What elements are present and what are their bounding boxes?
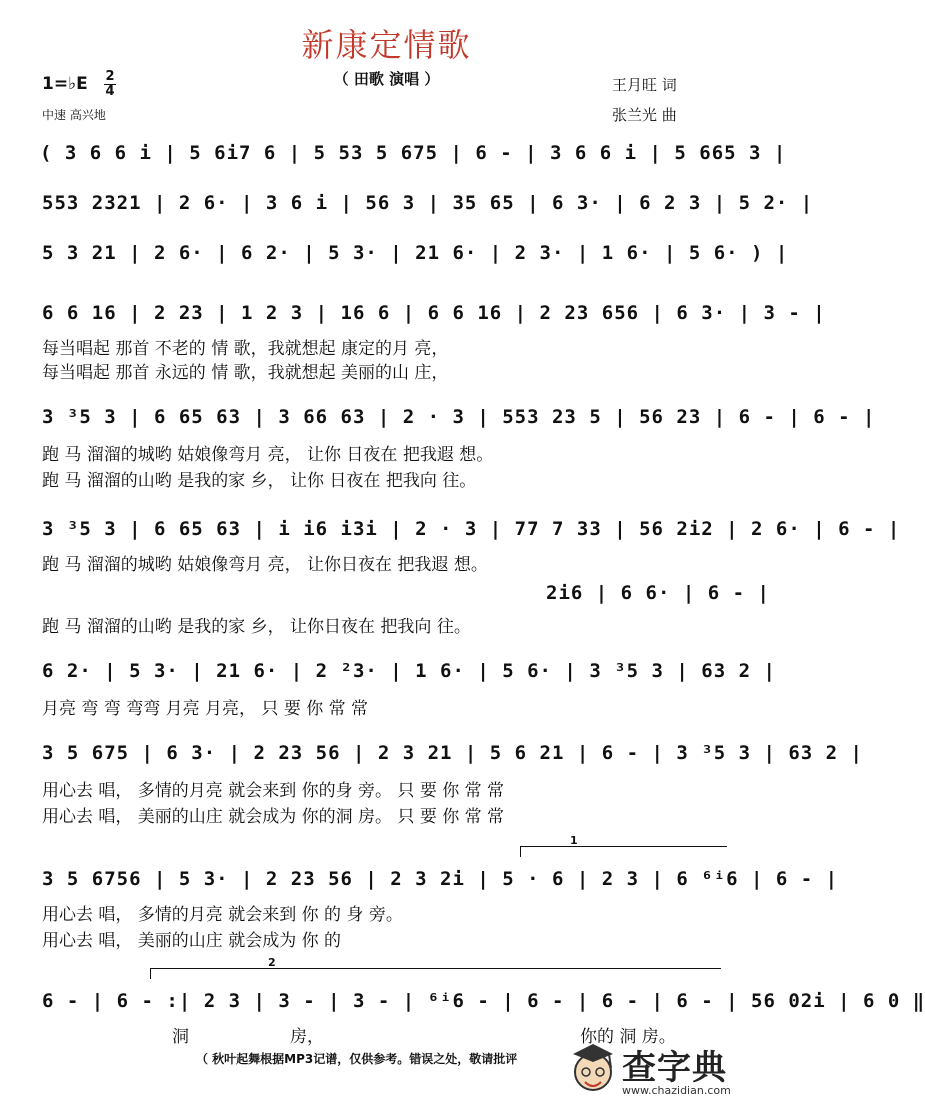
- second-ending-label: 2: [268, 956, 276, 969]
- song-title: 新康定情歌: [301, 26, 472, 64]
- lyric-row-10-word-1: 洞: [172, 1027, 189, 1047]
- second-ending-bracket: [150, 968, 721, 979]
- time-signature: [104, 70, 116, 99]
- tempo-marking: 中速 高兴地: [42, 108, 106, 122]
- lyricist-credit: 王月旺 词: [612, 76, 677, 94]
- lyric-row-9-verse-2: 用心去 唱， 美丽的山庄 就会成为 你 的: [42, 931, 342, 951]
- lyric-row-6-verse-2: 跑 马 溜溜的山哟 是我的家 乡， 让你日夜在 把我向 往。: [42, 617, 471, 637]
- lyric-row-8-verse-2: 用心去 唱， 美丽的山庄 就会成为 你的洞 房。 只 要 你 常 常: [42, 807, 505, 827]
- first-ending-label: 1: [570, 834, 578, 847]
- lyric-row-5-verse-2: 跑 马 溜溜的山哟 是我的家 乡， 让你 日夜在 把我向 往。: [42, 471, 477, 491]
- meter-top: 2: [105, 69, 115, 84]
- score-row-1: ( 3 6 6 i | 5 6i7 6 | 5 53 5 675 | 6 - | 3 6 6 i | 5 665 3 |: [40, 142, 787, 164]
- lyric-row-10-word-3: 你的 洞 房。: [580, 1027, 676, 1047]
- score-row-8: 3 5 675 | 6 3· | 2 23 56 | 2 3 21 | 5 6 21 | 6 - | 3 ³5 3 | 63 2 |: [42, 742, 863, 764]
- score-row-4: 6 6 16 | 2 23 | 1 2 3 | 16 6 | 6 6 16 | 2 23 656 | 6 3· | 3 - |: [42, 302, 826, 324]
- meter-bottom: 4: [105, 84, 115, 99]
- score-row-6-alternate: 2i6 | 6 6· | 6 - |: [546, 582, 770, 604]
- performer-line: （ 田歌 演唱 ）: [333, 70, 440, 88]
- watermark-url: www.chazidian.com: [622, 1084, 731, 1097]
- key-signature: 1=♭E: [42, 74, 88, 94]
- score-row-5: 3 ³5 3 | 6 65 63 | 3 66 63 | 2 · 3 | 553 23 5 | 56 23 | 6 - | 6 - |: [42, 406, 876, 428]
- lyric-row-6-verse-1: 跑 马 溜溜的城哟 姑娘像弯月 亮， 让你日夜在 把我遐 想。: [42, 555, 488, 575]
- score-row-9: 3 5 6756 | 5 3· | 2 23 56 | 2 3 2i | 5 · 6 | 2 3 | 6 ⁶ⁱ6 | 6 - |: [42, 868, 839, 890]
- lyric-row-5-verse-1: 跑 马 溜溜的城哟 姑娘像弯月 亮， 让你 日夜在 把我遐 想。: [42, 445, 494, 465]
- lyric-row-10-word-2: 房，: [290, 1027, 324, 1047]
- lyric-row-7: 月亮 弯 弯 弯弯 月亮 月亮， 只 要 你 常 常: [42, 699, 369, 719]
- score-row-10: 6 - | 6 - :| 2 3 | 3 - | 3 - | ⁶ⁱ6 - | 6 - | 6 - | 6 - | 56 02i | 6 0 ‖: [42, 990, 925, 1012]
- score-row-2: 553 2321 | 2 6· | 3 6 i | 56 3 | 35 65 | 6 3· | 6 2 3 | 5 2· |: [42, 192, 814, 214]
- transcription-note: （ 秋叶起舞根据MP3记谱，仅供参考。错误之处，敬请批评: [196, 1052, 518, 1066]
- score-row-7: 6 2· | 5 3· | 21 6· | 2 ²3· | 1 6· | 5 6· | 3 ³5 3 | 63 2 |: [42, 660, 776, 682]
- lyric-row-9-verse-1: 用心去 唱， 多情的月亮 就会来到 你 的 身 旁。: [42, 905, 403, 925]
- watermark-brand: 查字典: [622, 1048, 727, 1088]
- lyric-row-4-verse-2: 每当唱起 那首 永远的 情 歌，我就想起 美丽的山 庄，: [42, 363, 449, 383]
- first-ending-bracket: [520, 846, 727, 857]
- score-row-3: 5 3 21 | 2 6· | 6 2· | 5 3· | 21 6· | 2 3· | 1 6· | 5 6· ) |: [42, 242, 789, 264]
- lyric-row-8-verse-1: 用心去 唱， 多情的月亮 就会来到 你的身 旁。 只 要 你 常 常: [42, 781, 505, 801]
- composer-credit: 张兰光 曲: [612, 106, 677, 124]
- lyric-row-4-verse-1: 每当唱起 那首 不老的 情 歌，我就想起 康定的月 亮，: [42, 339, 449, 359]
- score-row-6: 3 ³5 3 | 6 65 63 | i i6 i3i | 2 · 3 | 77 7 33 | 56 2i2 | 2 6· | 6 - |: [42, 518, 901, 540]
